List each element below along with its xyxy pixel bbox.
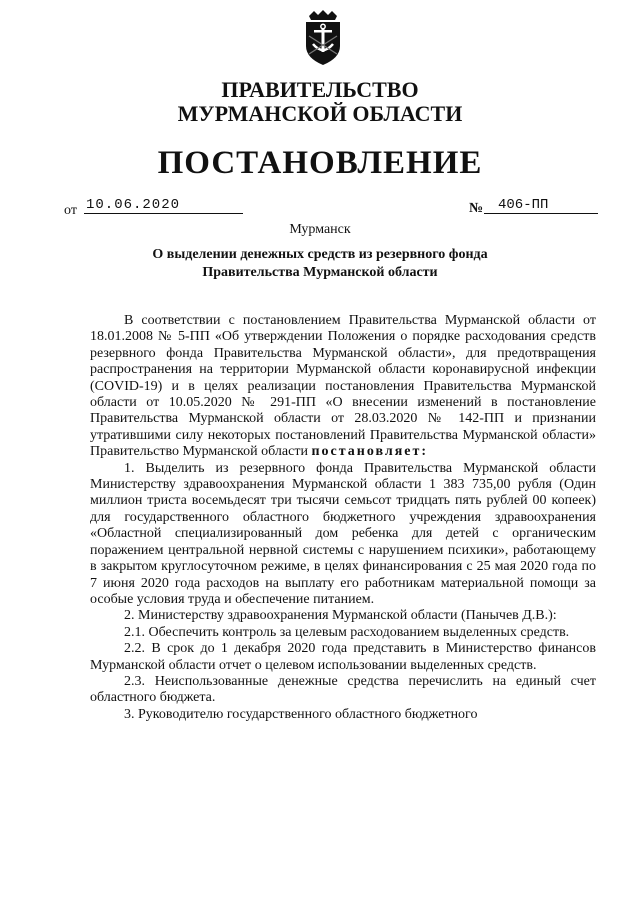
subject-line-1: О выделении денежных средств из резервного фонда — [152, 247, 488, 262]
preamble-paragraph — [90, 313, 596, 461]
number-prefix: № — [469, 201, 484, 216]
coat-of-arms-icon — [300, 10, 346, 66]
government-name — [0, 78, 640, 126]
item-2-2: 2.2. В срок до 1 декабря 2020 года представить в Министерство финансов Мурманской области отчет о целевом использовании выделенных средств. — [90, 641, 596, 673]
document-subject — [0, 246, 640, 282]
preamble-text: В соответствии с постановлением Правительства Мурманской области от 18.01.2008 № 5-ПП «Об утверждении Положения о порядке расходования средств резервного фонда Правительства Мурманской области», для предотвращения распространения на территории Мурманской области коронавирусной инфекции (COVID-19) и в целях реализации постановления Правительства Мурманской области от 10.05.2020 № 291-ПП «О внесении изменений в постановление Правительства Мурманской области от 28.03.2020 № 142-ПП и признании утратившими силу некоторых постановлений Правительства Мурманской области» Правительство Мурманской области — [90, 313, 596, 460]
subject-line-2: Правительства Мурманской области — [202, 265, 438, 280]
document-date: 10.06.2020 — [84, 197, 243, 214]
item-3: 3. Руководителю государственного областного бюджетного — [124, 706, 478, 722]
item-1: 1. Выделить из резервного фонда Правительства Мурманской области Министерству здравоохранения Мурманской области 1 383 735,00 рубля (Один миллион триста восемьдесят три тысячи семьсот тридцать пять рублей 00 копеек) для государственного областного бюджетного учреждения здравоохранения «Областной специализированный дом ребенка для детей с органическим поражением центральной нервной системы с нарушением психики», работающему в закрытом круглосуточном режиме, в целях финансирования с 25 мая 2020 года по 7 июня 2020 года расходов на выплату его работникам материальной помощи за особые условия труда и обеспечение питанием. — [90, 460, 596, 607]
decree-word: постановляет: — [311, 444, 429, 460]
document-number: 406-ПП — [484, 197, 598, 214]
date-prefix: от — [64, 203, 77, 218]
item-2: 2. Министерству здравоохранения Мурманской области (Панычев Д.В.): — [124, 608, 557, 624]
gov-line-1: ПРАВИТЕЛЬСТВО — [221, 77, 419, 102]
document-body — [90, 313, 596, 723]
item-2-3: 2.3. Неиспользованные денежные средства перечислить на единый счет областного бюджета. — [90, 673, 596, 706]
date-number-row — [64, 197, 594, 219]
item-2-1: 2.1. Обеспечить контроль за целевым расходованием выделенных средств. — [124, 624, 570, 640]
city: Мурманск — [289, 222, 351, 237]
gov-line-2: МУРМАНСКОЙ ОБЛАСТИ — [177, 101, 463, 126]
document-type-title: ПОСТАНОВЛЕНИЕ — [157, 145, 483, 181]
